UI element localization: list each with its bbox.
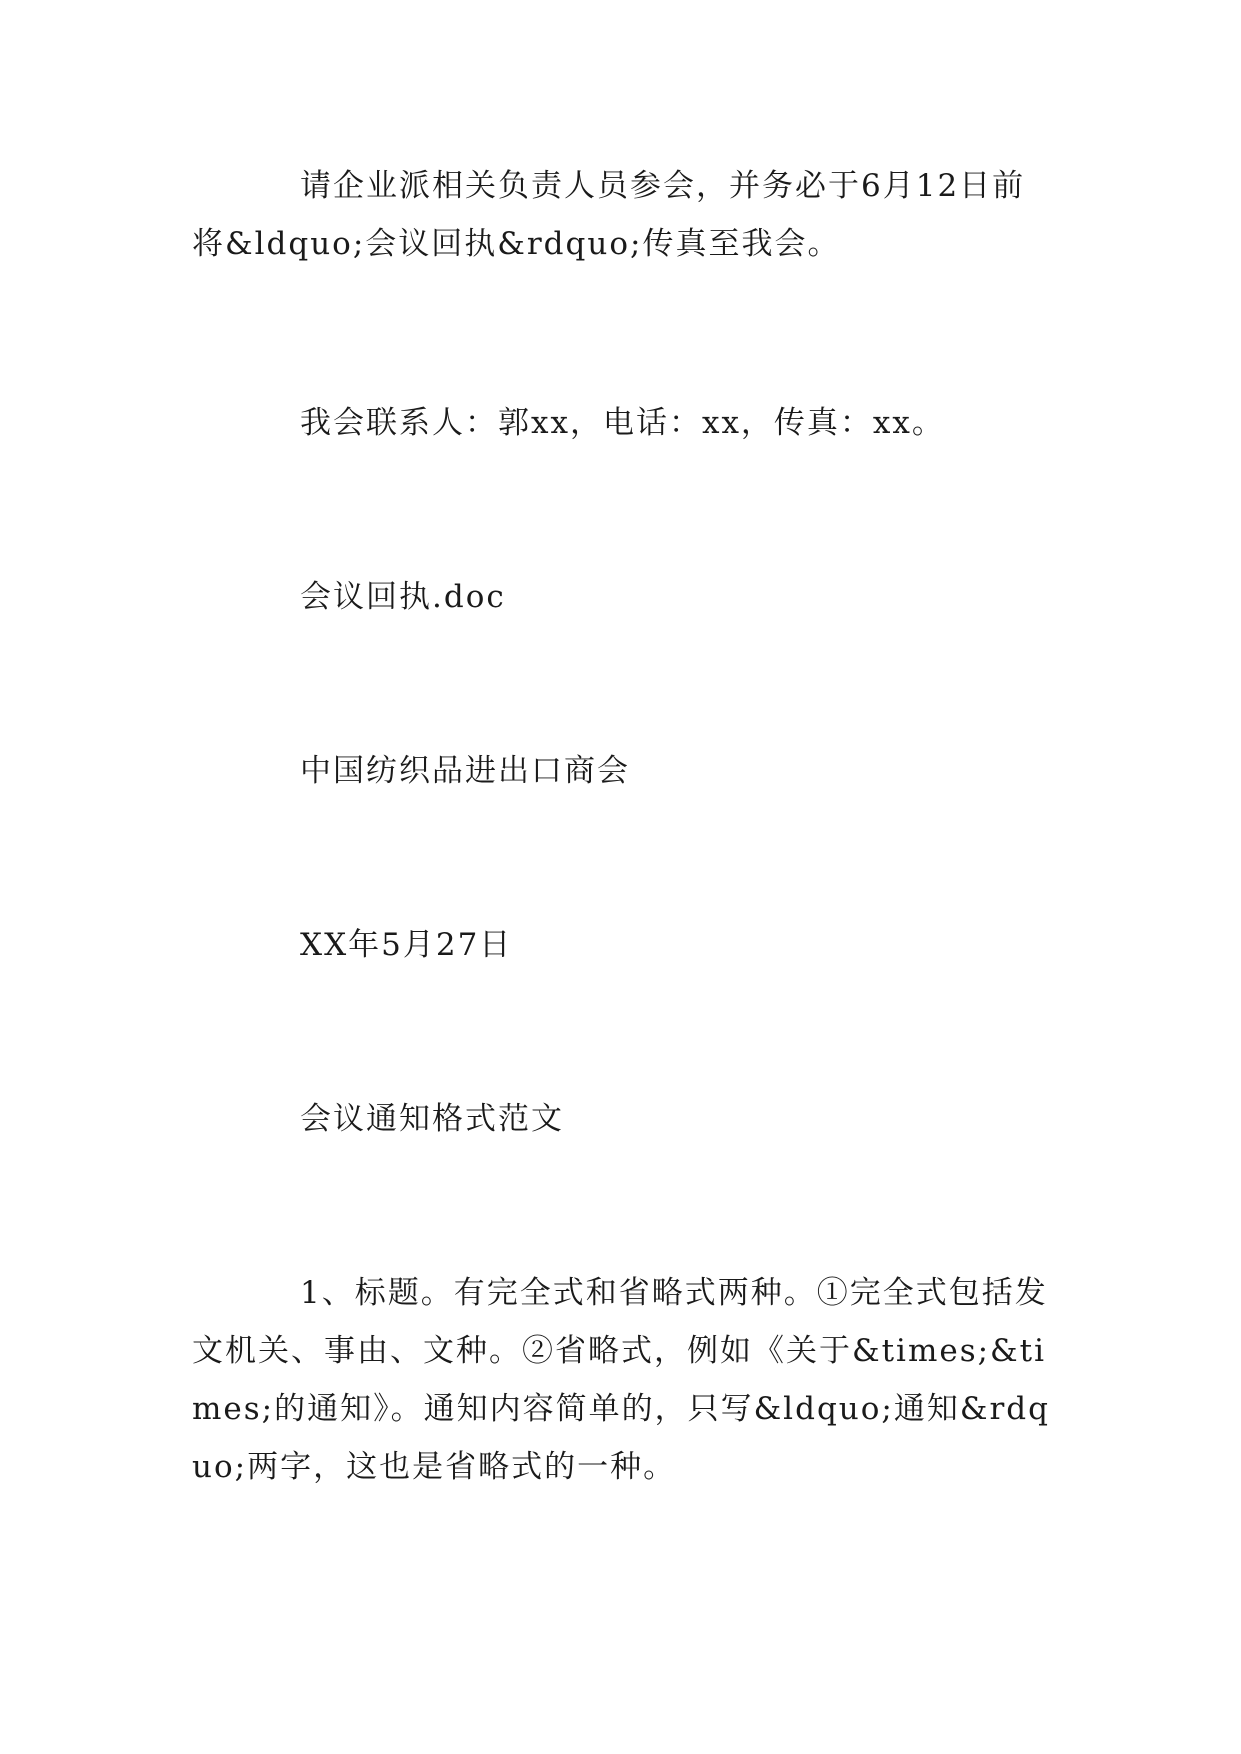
paragraph-organization-signature: 中国纺织品进出口商会 [300,753,630,789]
paragraph-date: XX年5月27日 [300,927,513,963]
paragraph-contact-info: 我会联系人：郭xx，电话：xx，传真：xx。 [300,405,945,441]
paragraph-attendance-request: 请企业派相关负责人员参会，并务必于6月12日前将&ldquo;会议回执&rdquo;传真至我会。 [192,168,1026,262]
section-heading: 会议通知格式范文 [300,1101,564,1137]
paragraph-attachment-name: 会议回执.doc [300,579,506,615]
paragraph-title-format: 1、标题。有完全式和省略式两种。①完全式包括发文机关、事由、文种。②省略式，例如《关于&times;&times;的通知》。通知内容简单的，只写&ldquo;通知&rdquo;两字，这也是省略式的一种。 [192,1275,1050,1485]
